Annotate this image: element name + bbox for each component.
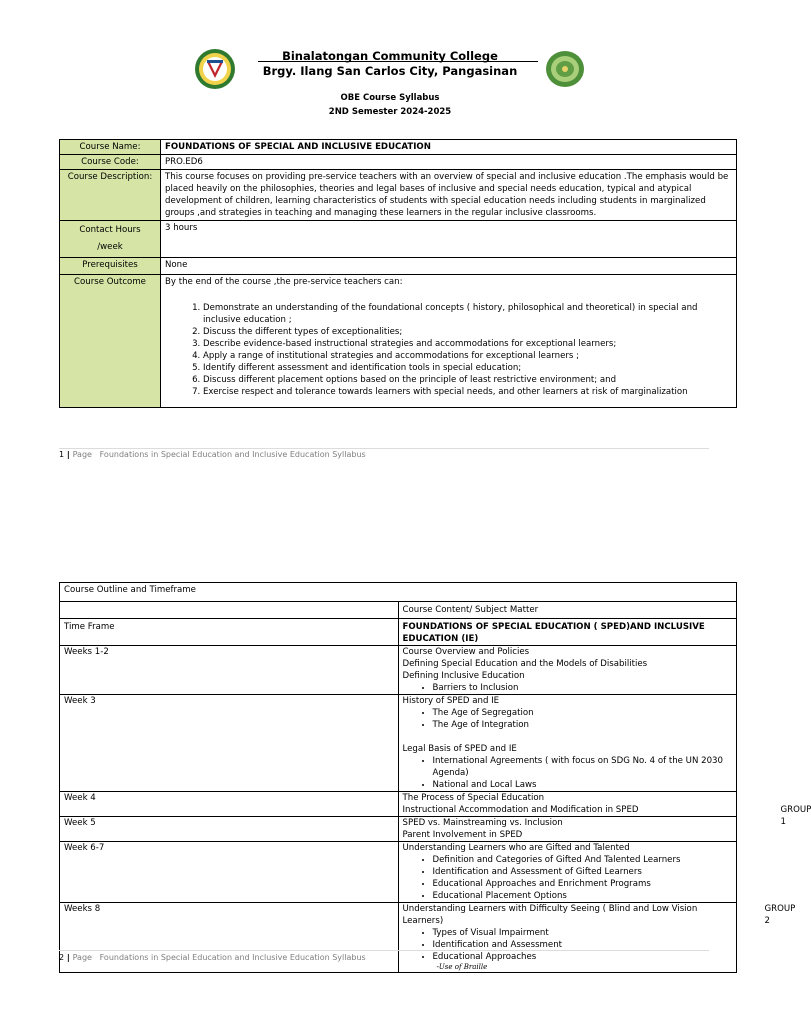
course-code: PRO.ED6 xyxy=(161,155,737,170)
page-footer-1 xyxy=(59,450,366,459)
topic-line: Legal Basis of SPED and IE xyxy=(402,744,517,754)
doc-title: OBE Course Syllabus xyxy=(340,93,440,103)
footer-title: Foundations in Special Education and Inclusive Education Syllabus xyxy=(99,953,366,962)
semester: 2ND Semester 2024-2025 xyxy=(328,107,452,117)
week-content xyxy=(398,817,737,842)
page-number: 1 xyxy=(59,450,65,459)
outcome-intro: By the end of the course ,the pre-service teachers can: xyxy=(165,277,403,287)
contact-hours-label-line1: Contact Hours xyxy=(79,225,141,235)
course-name-label: Course Name: xyxy=(60,140,161,155)
topic-bullets xyxy=(403,707,733,731)
topic-line: Understanding Learners who are Gifted and Talented xyxy=(402,843,630,853)
outcome-item: 6. Discuss different placement options based on the principle of least restrictive environment; and xyxy=(203,374,732,386)
topic-bullet: • Types of Visual Impairment xyxy=(433,927,733,939)
outcome-item: 1. Demonstrate an understanding of the foundational concepts ( history, philosophical and theoretical) in special and inclusive education ; xyxy=(203,302,732,326)
week-label: Weeks 8 xyxy=(60,903,399,973)
week-content xyxy=(398,903,796,973)
topic-line: Instructional Accommodation and Modification in SPED xyxy=(402,805,639,815)
week-label: Week 5 xyxy=(60,817,399,842)
week-content xyxy=(398,842,737,903)
college-name: Binalatongan Community College xyxy=(282,49,498,63)
topic-bullets xyxy=(403,682,733,694)
week-content xyxy=(398,646,737,695)
footer-divider xyxy=(59,448,709,449)
outcome-item: 4. Apply a range of institutional strategies and accommodations for exceptional learners ; xyxy=(203,350,732,362)
outline-main-title: FOUNDATIONS OF SPECIAL EDUCATION ( SPED)AND INCLUSIVE EDUCATION (IE) xyxy=(398,619,737,646)
content-header: Course Content/ Subject Matter xyxy=(398,602,737,619)
course-outcome-cell xyxy=(161,275,737,408)
week-label: Week 4 xyxy=(60,792,399,817)
page-footer-2 xyxy=(59,953,366,962)
prerequisites-label: Prerequisites xyxy=(60,258,161,275)
group-label: GROUP 2 xyxy=(764,904,796,926)
topic-line: Understanding Learners with Difficulty Seeing ( Blind and Low Vision Learners) xyxy=(402,904,698,926)
topic-line: Defining Inclusive Education xyxy=(402,671,525,681)
course-name: FOUNDATIONS OF SPECIAL AND INCLUSIVE EDUCATION xyxy=(161,140,737,155)
topic-line: SPED vs. Mainstreaming vs. Inclusion xyxy=(402,818,563,828)
topic-bullet: • Barriers to Inclusion xyxy=(433,682,733,694)
week-label: Week 3 xyxy=(60,695,399,792)
topic-bullet: • National and Local Laws xyxy=(433,779,733,791)
topic-line: Parent Involvement in SPED xyxy=(402,830,523,840)
college-address: Brgy. Ilang San Carlos City, Pangasinan xyxy=(262,64,518,78)
page-word: Page xyxy=(72,953,92,962)
city-seal-icon xyxy=(545,50,585,88)
topic-bullet: • The Age of Integration xyxy=(433,719,733,731)
topic-bullet: • International Agreements ( with focus on SDG No. 4 of the UN 2030 Agenda) xyxy=(433,755,733,779)
course-outcome-label: Course Outcome xyxy=(60,275,161,408)
topic-bullets xyxy=(403,927,733,963)
footer-title: Foundations in Special Education and Inclusive Education Syllabus xyxy=(99,450,366,459)
topic-bullet: • Identification and Assessment xyxy=(433,939,733,951)
course-outline-table xyxy=(59,582,811,973)
college-seal-icon xyxy=(194,48,236,90)
outcome-item: 5. Identify different assessment and identification tools in special education; xyxy=(203,362,732,374)
group-label: GROUP 1 xyxy=(780,805,811,827)
contact-hours-label-line2: /week xyxy=(97,242,123,252)
outcome-item: 3. Describe evidence-based instructional strategies and accommodations for exceptional learners; xyxy=(203,338,732,350)
course-description-label: Course Description: xyxy=(60,170,161,221)
page-separator: | xyxy=(64,953,73,962)
contact-hours: 3 hours xyxy=(161,221,737,258)
page-separator: | xyxy=(64,450,73,459)
course-info-table xyxy=(59,139,737,408)
outcome-item: 7. Exercise respect and tolerance towards learners with special needs, and other learners at risk of marginalization xyxy=(203,386,732,398)
outcome-item: 2. Discuss the different types of exceptionalities; xyxy=(203,326,732,338)
topic-note: -Use of Braille xyxy=(436,963,488,971)
topic-line: Course Overview and Policies xyxy=(402,647,530,657)
contact-hours-label xyxy=(60,221,161,258)
outline-title: Course Outline and Timeframe xyxy=(60,583,737,602)
prerequisites: None xyxy=(161,258,737,275)
course-code-label: Course Code: xyxy=(60,155,161,170)
title-underline xyxy=(258,61,538,62)
topic-bullet: • The Age of Segregation xyxy=(433,707,733,719)
empty-cell xyxy=(60,602,399,619)
topic-line: Defining Special Education and the Models of Disabilities xyxy=(402,659,648,669)
week-label: Week 6-7 xyxy=(60,842,399,903)
topic-bullets xyxy=(403,854,733,902)
week-content xyxy=(398,695,737,792)
outcome-list xyxy=(165,302,732,398)
topic-bullet: • Educational Approaches and Enrichment Programs xyxy=(433,878,733,890)
page-word: Page xyxy=(72,450,92,459)
topic-bullet: • Educational Placement Options xyxy=(433,890,733,902)
course-description: This course focuses on providing pre-service teachers with an overview of special and inclusive education .The emphasis would be placed heavily on the philosophies, theories and legal bases of inclusive and special needs education, typical and atypical development of children, learning characteristics of students with special education needs including students in marginalized groups ,and strategies in teaching and managing these learners in the regular inclusive classrooms. xyxy=(161,170,737,221)
page-number: 2 xyxy=(59,953,65,962)
topic-bullet: • Definition and Categories of Gifted And Talented Learners xyxy=(433,854,733,866)
topic-bullets xyxy=(403,755,733,791)
time-frame-header: Time Frame xyxy=(60,619,399,646)
topic-line: History of SPED and IE xyxy=(402,696,500,706)
week-label: Weeks 1-2 xyxy=(60,646,399,695)
topic-bullet: • Educational Approaches xyxy=(433,951,733,963)
topic-line: The Process of Special Education xyxy=(402,793,545,803)
footer-divider xyxy=(59,950,709,951)
topic-bullet: • Identification and Assessment of Gifted Learners xyxy=(433,866,733,878)
